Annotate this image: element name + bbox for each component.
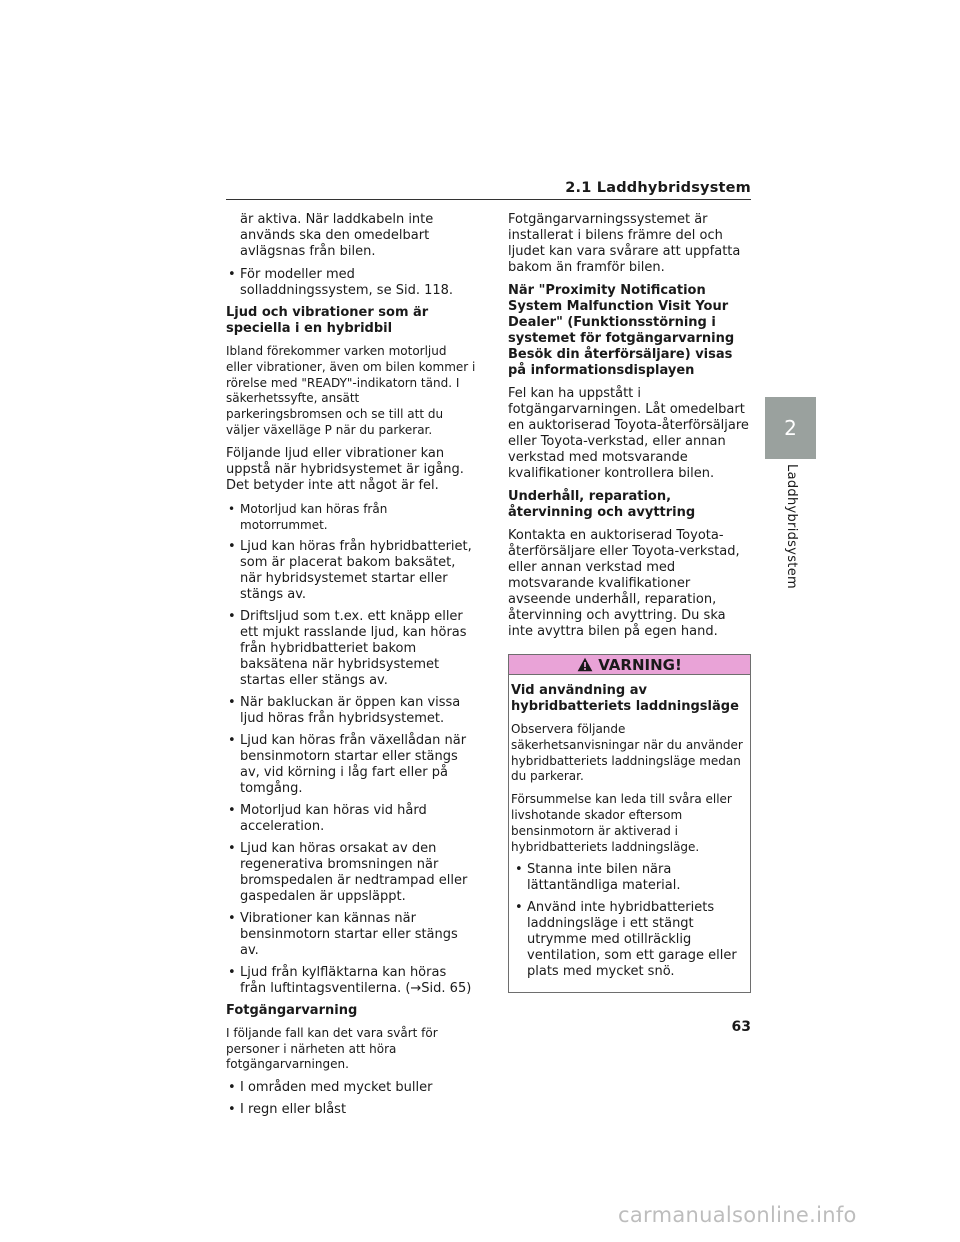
maintenance-paragraph: Kontakta en auktoriserad Toyota-återförsäljare eller Toyota-verkstad, eller annan verkstad med motsvarande kvalifikationer avseende underhåll, reparation, återvinning och avyttring. Du ska inte avyttra bilen på egen hand. bbox=[508, 528, 740, 639]
heading-noise: Ljud och vibrationer som är speciella i en hybridbil bbox=[226, 305, 429, 336]
list-item: • Ljud från kylfläktarna kan höras från luftintagsventilerna. (→Sid. 65) bbox=[226, 965, 476, 997]
warning-heading: Vid användning av hybridbatteriets laddningsläge bbox=[511, 683, 739, 714]
list-item: • I områden med mycket buller bbox=[226, 1080, 476, 1096]
list-item: • Ljud kan höras orsakat av den regenerativa bromsningen när bromspedalen är nedtrampad eller gaspedalen är uppsläppt. bbox=[226, 841, 476, 905]
intro-bullet-list bbox=[226, 267, 476, 299]
header-divider bbox=[226, 199, 751, 200]
list-item: • Ljud kan höras från växellådan när bensinmotorn startar eller stängs av, vid körning i låg fart eller på tomgång. bbox=[226, 733, 476, 797]
warning-paragraph-1: Observera följande säkerhetsanvisningar när du använder hybridbatteriets laddningsläge medan du parkerar. bbox=[511, 722, 743, 784]
section-title: 2.1 Laddhybridsystem bbox=[565, 180, 751, 196]
warning-box bbox=[508, 654, 751, 993]
chapter-tab bbox=[765, 397, 816, 459]
warning-title: VARNING! bbox=[598, 655, 682, 674]
list-item: • Motorljud kan höras från motorrummet. bbox=[226, 501, 476, 533]
noise-paragraph-2: Följande ljud eller vibrationer kan uppstå när hybridsystemet är igång. Det betyder inte att något är fel. bbox=[226, 445, 464, 493]
warning-list bbox=[511, 862, 744, 980]
noise-paragraph-1: Ibland förekommer varken motorljud eller vibrationer, även om bilen kommer i rörelse med "READY"-indikatorn tänd. I säkerhetssyfte, ansätt parkeringsbromsen och se till att du väljer växelläge P när du parkerar. bbox=[226, 344, 476, 437]
chapter-number: 2 bbox=[784, 416, 797, 440]
noise-list bbox=[226, 501, 476, 997]
heading-maintenance: Underhåll, reparation, återvinning och avyttring bbox=[508, 489, 696, 520]
proximity-paragraph: Fel kan ha uppstått i fotgängarvarningen. Låt omedelbart en auktoriserad Toyota-återförsäljare eller Toyota-verkstad, eller annan verkstad med motsvarande kvalifikationer kontrollera bilen. bbox=[508, 386, 749, 481]
list-item: • När bakluckan är öppen kan vissa ljud höras från hybridsystemet. bbox=[226, 695, 476, 727]
list-item: • För modeller med solladdningssystem, se Sid. 118. bbox=[226, 267, 476, 299]
chapter-label-text: Laddhybridsystem bbox=[783, 463, 799, 589]
list-item: • Motorljud kan höras vid hård acceleration. bbox=[226, 803, 476, 835]
watermark-text: carmanualsonline.info bbox=[618, 1203, 857, 1227]
page-number: 63 bbox=[731, 1019, 751, 1035]
list-item: • I regn eller blåst bbox=[226, 1102, 476, 1118]
list-item: • Vibrationer kan kännas när bensinmotorn startar eller stängs av. bbox=[226, 911, 476, 959]
pedestrian-list bbox=[226, 1080, 476, 1118]
intro-continued-text: är aktiva. När laddkabeln inte används ska den omedelbart avlägsnas från bilen. bbox=[240, 212, 434, 259]
list-item: • Stanna inte bilen nära lättantändliga material. bbox=[513, 862, 744, 894]
list-item: • Ljud kan höras från hybridbatteriet, som är placerat bakom baksätet, när hybridsystemet startar eller stängs av. bbox=[226, 539, 476, 603]
chapter-side-label bbox=[771, 463, 811, 589]
list-item: • Driftsljud som t.ex. ett knäpp eller ett mjukt rasslande ljud, kan höras från hybridbatteriet bakom baksätena när hybridsystemet startas eller stängs av. bbox=[226, 609, 476, 689]
list-item: • Använd inte hybridbatteriets laddningsläge i ett stängt utrymme med otillräcklig ventilation, som ett garage eller plats med mycket snö. bbox=[513, 900, 744, 980]
left-column bbox=[226, 212, 476, 1124]
right-column bbox=[508, 212, 751, 993]
warning-triangle-icon bbox=[577, 657, 593, 672]
warning-paragraph-2: Försummelse kan leda till svåra eller livshotande skador eftersom bensinmotorn är aktiverad i hybridbatteriets laddningsläge. bbox=[511, 792, 732, 854]
heading-proximity: När "Proximity Notification System Malfunction Visit Your Dealer" (Funktionsstörning i systemet för fotgängarvarning Besök din återförsäljare) visas på informationsdisplayen bbox=[508, 283, 735, 378]
warning-body bbox=[509, 683, 750, 980]
pedestrian-paragraph-2: Fotgängarvarningssystemet är installerat i bilens främre del och ljudet kan vara svårare att uppfatta bakom än framför bilen. bbox=[508, 212, 741, 275]
pedestrian-paragraph: I följande fall kan det vara svårt för personer i närheten att höra fotgängarvarningen. bbox=[226, 1025, 438, 1072]
heading-pedestrian: Fotgängarvarning bbox=[226, 1002, 358, 1018]
warning-header bbox=[508, 654, 751, 675]
